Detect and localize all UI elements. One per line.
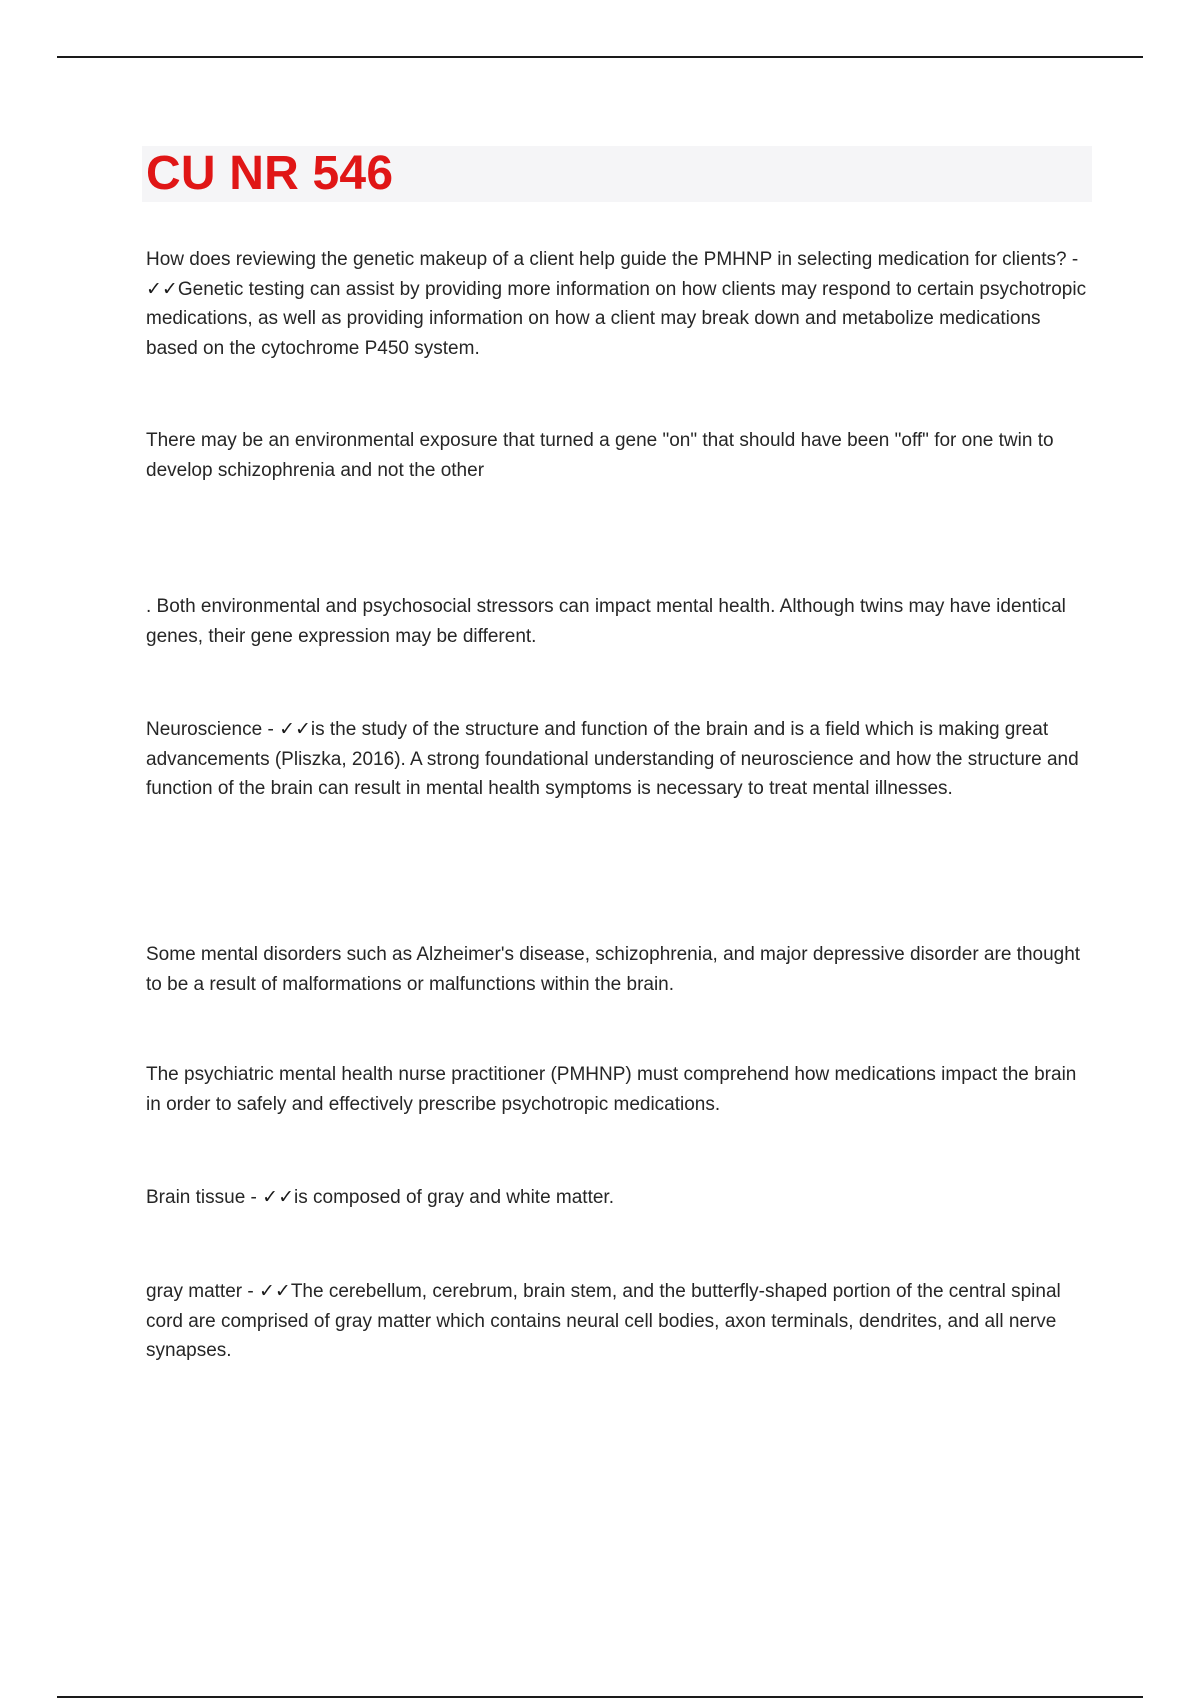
qa-genetic-makeup	[146, 245, 1091, 363]
term: How does reviewing the genetic makeup of a client help guide the PMHNP in selecting medication for clients? -	[146, 249, 1079, 270]
term: Brain tissue -	[146, 1187, 263, 1208]
check-mark-icon: ✓✓	[279, 718, 311, 740]
check-mark-icon: ✓✓	[262, 1186, 294, 1208]
term: Neuroscience -	[146, 719, 280, 740]
top-rule	[57, 56, 1143, 58]
paragraph-pmhnp: The psychiatric mental health nurse practitioner (PMHNP) must comprehend how medications impact the brain in order to safely and effectively prescribe psychotropic medications.	[146, 1064, 1077, 1115]
definition: Genetic testing can assist by providing more information on how clients may respond to certain psychotropic medications, as well as providing information on how a client may break down and metabolize medications based on the cytochrome P450 system.	[146, 278, 1087, 359]
paragraph-mental-disorders: Some mental disorders such as Alzheimer's disease, schizophrenia, and major depressive disorder are thought to be a result of malformations or malfunctions within the brain.	[146, 944, 1081, 995]
qa-neuroscience	[146, 715, 1091, 804]
bottom-rule	[57, 1696, 1143, 1698]
check-mark-icon: ✓✓	[258, 1280, 291, 1302]
check-mark-icon: ✓✓	[146, 277, 178, 300]
qa-gray-matter	[146, 1277, 1091, 1366]
term: gray matter -	[146, 1281, 259, 1302]
qa-brain-tissue	[146, 1183, 1091, 1213]
definition: The cerebellum, cerebrum, brain stem, and the butterfly-shaped portion of the central spinal cord are comprised of gray matter which contains neural cell bodies, axon terminals, dendrites, and all nerve synapses.	[146, 1281, 1061, 1361]
paragraph-stressors: . Both environmental and psychosocial stressors can impact mental health. Although twins may have identical genes, their gene expression may be different.	[146, 596, 1066, 647]
definition: is composed of gray and white matter.	[294, 1187, 614, 1208]
definition: is the study of the structure and function of the brain and is a field which is making great advancements (Pliszka, 2016). A strong foundational understanding of neuroscience and how the structure and function of the brain can result in mental health symptoms is necessary to treat mental illnesses.	[146, 719, 1079, 799]
paragraph-environmental-exposure: There may be an environmental exposure that turned a gene "on" that should have been "off" for one twin to develop schizophrenia and not the other	[146, 430, 1054, 481]
document-title: CU NR 546	[146, 147, 394, 200]
